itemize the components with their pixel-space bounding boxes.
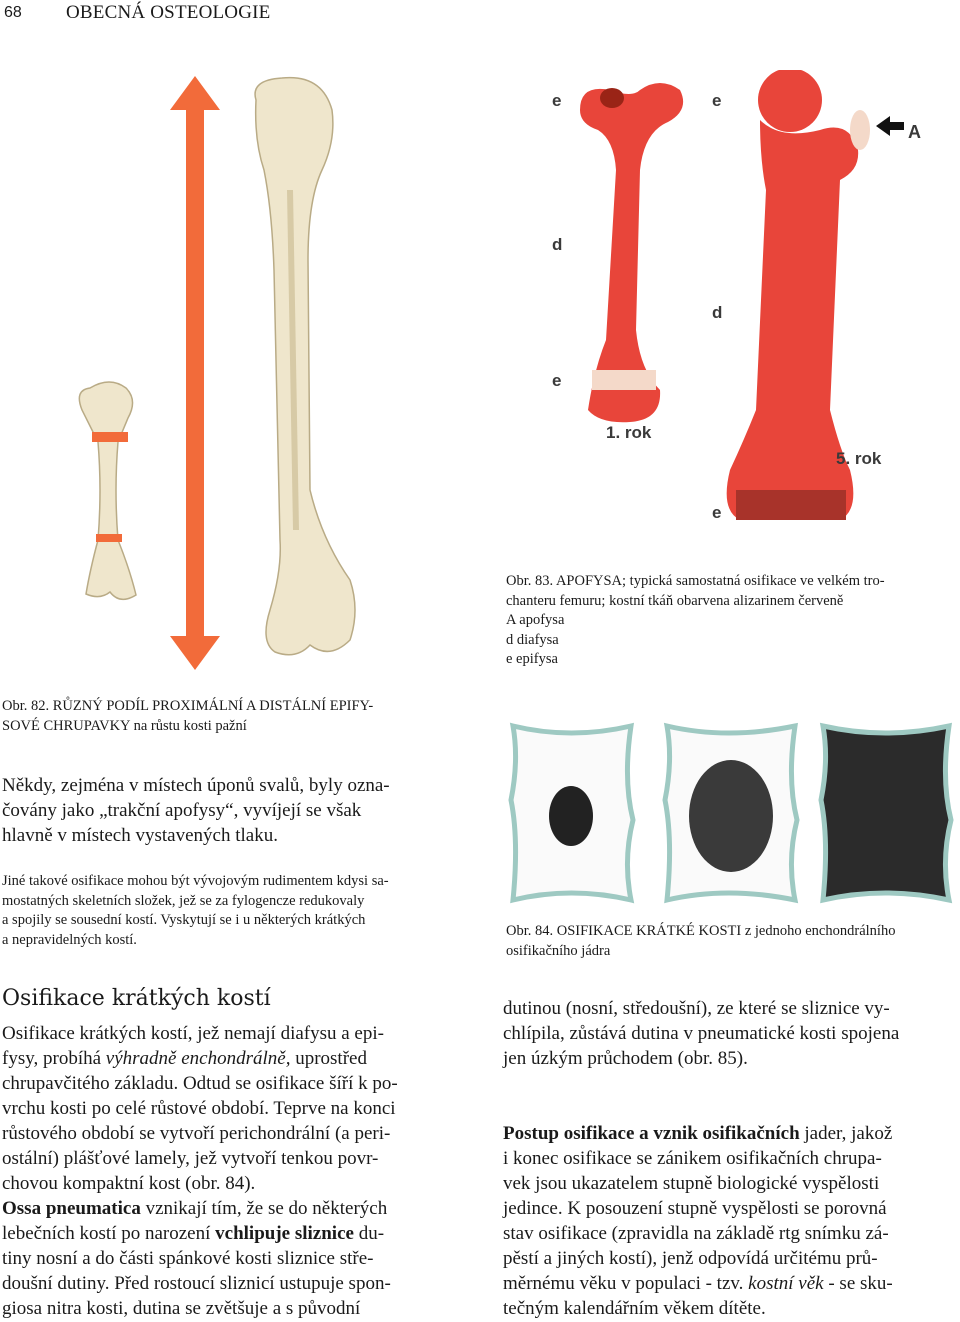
short-bone-stage2	[665, 726, 797, 900]
left-para2: Jiné takové osifikace mohou být vývojovým rudimentem kdysi sa- mostatných skeletních složek, jež se za fylogencze redukovaly a spojily se sousední kostí. Vyskytují se i u některých krátkých a nepravidelných kostí.	[2, 873, 389, 948]
label-e-3: e	[552, 371, 562, 390]
label-e-4: e	[712, 503, 722, 522]
short-bone-stage3	[821, 726, 951, 900]
fig84-caption: Obr. 84. OSIFIKACE KRÁTKÉ KOSTI z jednoho enchondrálního osifikačního jádra	[506, 923, 896, 959]
fig83-illustration	[540, 70, 940, 560]
label-e-1: e	[552, 91, 562, 110]
growth-arrow	[170, 76, 220, 670]
label-year1: 1. rok	[606, 423, 652, 442]
legend-A: A apofysa	[506, 612, 565, 628]
legend-e: e epifysa	[506, 651, 558, 667]
fig83-caption: Obr. 83. APOFYSA; typická samostatná osifikace ve velkém tro- chanteru femuru; kostní tkáň obarvena alizarinem červeně A apofysa d diafysa e epifysa	[506, 572, 956, 670]
femur-year1	[580, 83, 683, 422]
label-d-2: d	[712, 303, 723, 322]
legend-d: d diafysa	[506, 631, 559, 648]
label-A: A	[908, 122, 921, 142]
right-para2: Postup osifikace a vznik osifikačních jader, jakož i konec osifikace se zánikem osifikačních chrupa- vek jsou ukazatelem stupně biologické vyspělosti jedince. K posouzení stupně vyspělosti se porovná stav osifikace (zpravidla na základě rtg snímku zá- pěstí a jiných kostí), jenž odpovídá určitému prů- měrnému věku v populaci - tzv. kostní věk - se sku- tečným kalendářním věkem dítěte.	[503, 1123, 893, 1319]
fig84-illustration	[505, 720, 955, 910]
right-para1: dutinou (nosní, středoušní), ze které se sliznice vy- chlípila, zůstává dutina v pneumatické kosti spojena jen úzkým průchodem (obr. 85).	[503, 998, 900, 1069]
fig82-caption: Obr. 82. RŮZNÝ PODÍL PROXIMÁLNÍ A DISTÁLNÍ EPIFY- SOVÉ CHRUPAVKY na růstu kosti pažní	[2, 698, 374, 734]
running-title: OBECNÁ OSTEOLOGIE	[66, 2, 271, 23]
left-para1: Někdy, zejména v místech úponů svalů, byly ozna- čovány jako „trakční apofysy“, vyvíjejí se však hlavně v místech vystavených tlaku.	[2, 775, 390, 846]
fig82-illustration	[60, 70, 480, 680]
small-humerus	[79, 382, 136, 599]
large-humerus	[255, 78, 355, 655]
label-d-1: d	[552, 235, 563, 254]
short-bone-stage1	[511, 726, 633, 900]
left-para3: Osifikace krátkých kostí, jež nemají diafysu a epi- fysy, probíhá výhradně enchondrálně, uprostřed chrupavčitého základu. Odtud se osifikace šíří k po- vrchu kosti po celé růstové období. Teprve na konci růstového období se vytvoří perichondrální (a peri- ostální) plášťové lamely, jež vytvoří tenkou povr- chovou kompaktní kost (obr. 84). Ossa pneumatica vznikají tím, že se do některých lebečních kostí po narození vchlipuje sliznice du- tiny nosní a do části spánkové kosti sliznice stře- doušní dutiny. Před rostoucí sliznicí ustupuje spon- giosa nitra kosti, dutina se zvětšuje a s původní	[2, 1023, 398, 1319]
page-number: 68	[4, 4, 22, 21]
section-heading: Osifikace krátkých kostí	[2, 986, 271, 1011]
label-year5: 5. rok	[836, 449, 882, 468]
label-e-2: e	[712, 91, 722, 110]
arrow-A	[876, 116, 904, 136]
